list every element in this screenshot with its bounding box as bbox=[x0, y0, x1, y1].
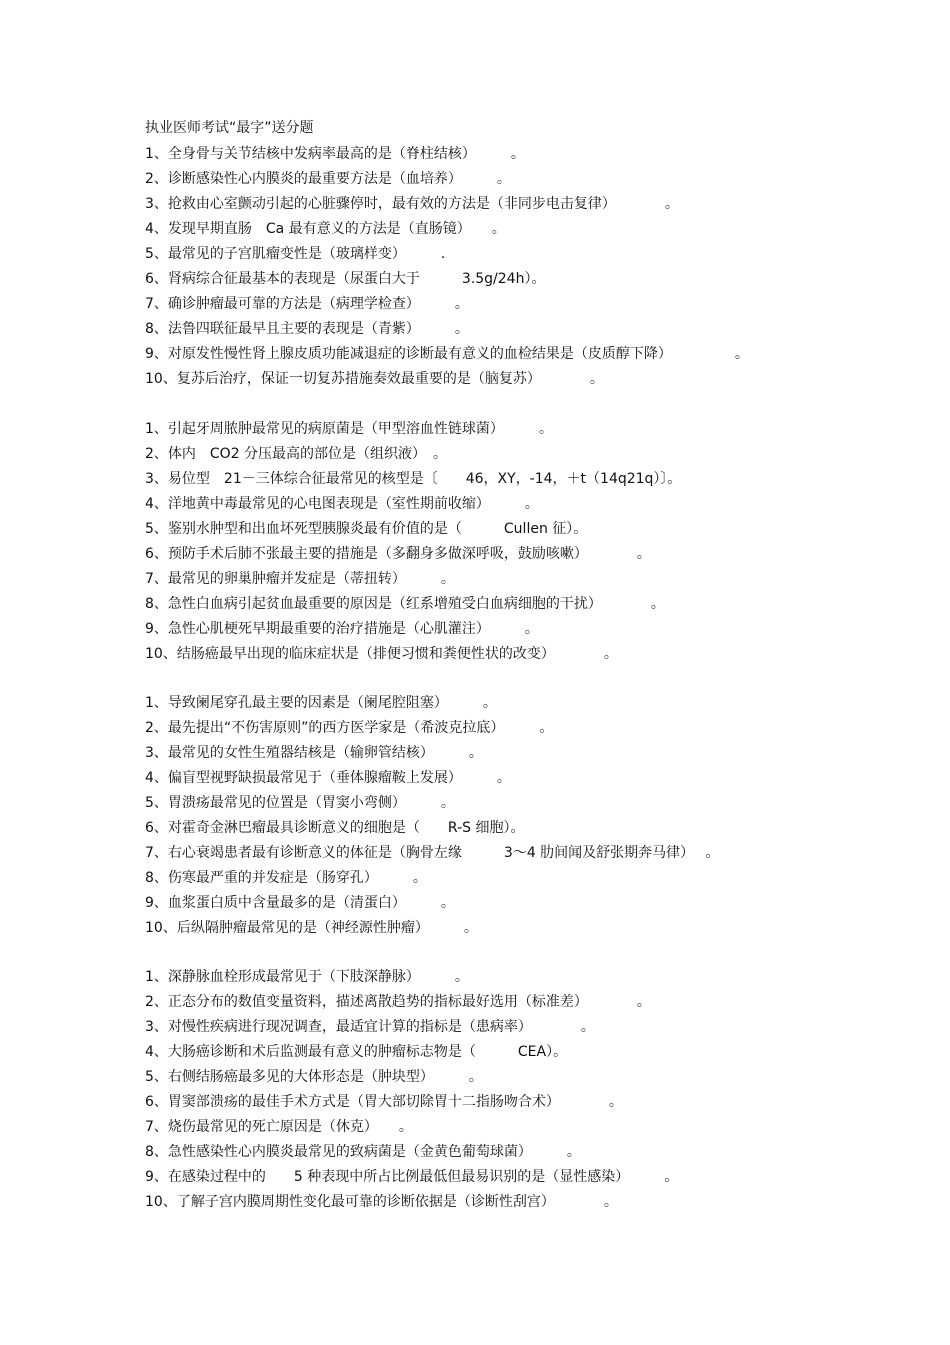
question-line: 3、最常见的女性生殖器结核是（输卵管结核） 。 bbox=[145, 745, 483, 761]
question-line: 5、胃溃疡最常见的位置是（胃窦小弯侧） 。 bbox=[145, 795, 455, 811]
question-group-3 bbox=[145, 691, 720, 941]
document-title: 执业医师考试“最字”送分题 bbox=[145, 120, 314, 136]
question-line: 9、在感染过程中的 5 种表现中所占比例最低但最易识别的是（显性感染） 。 bbox=[145, 1169, 679, 1185]
question-line: 1、引起牙周脓肿最常见的病原菌是（甲型溶血性链球菌） 。 bbox=[145, 421, 553, 437]
question-line: 1、导致阑尾穿孔最主要的因素是（阑尾腔阻塞） 。 bbox=[145, 695, 497, 711]
question-group-2 bbox=[145, 417, 681, 667]
question-line: 8、伤寒最严重的并发症是（肠穿孔） 。 bbox=[145, 870, 427, 886]
question-line: 8、法鲁四联征最早且主要的表现是（青紫） 。 bbox=[145, 321, 469, 337]
question-line: 1、全身骨与关节结核中发病率最高的是（脊柱结核） 。 bbox=[145, 146, 525, 162]
question-line: 7、烧伤最常见的死亡原因是（休克） 。 bbox=[145, 1119, 413, 1135]
question-line: 4、偏盲型视野缺损最常见于（垂体腺瘤鞍上发展） 。 bbox=[145, 770, 511, 786]
question-line: 3、抢救由心室颤动引起的心脏骤停时，最有效的方法是（非同步电击复律） 。 bbox=[145, 196, 679, 212]
question-line: 3、对慢性疾病进行现况调查，最适宜计算的指标是（患病率） 。 bbox=[145, 1019, 595, 1035]
question-line: 10、后纵隔肿瘤最常见的是（神经源性肿瘤） 。 bbox=[145, 920, 478, 936]
question-line: 2、体内 CO2 分压最高的部位是（组织液） 。 bbox=[145, 446, 448, 462]
question-line: 6、对霍奇金淋巴瘤最具诊断意义的细胞是（ R-S 细胞）。 bbox=[145, 820, 525, 836]
question-line: 7、最常见的卵巢肿瘤并发症是（蒂扭转） 。 bbox=[145, 571, 455, 587]
question-line: 2、最先提出“不伤害原则”的西方医学家是（希波克拉底） 。 bbox=[145, 720, 554, 736]
question-line: 4、洋地黄中毒最常见的心电图表现是（室性期前收缩） 。 bbox=[145, 496, 539, 512]
question-line: 4、发现早期直肠 Ca 最有意义的方法是（直肠镜） 。 bbox=[145, 221, 506, 237]
question-line: 5、最常见的子宫肌瘤变性是（玻璃样变） . bbox=[145, 246, 446, 262]
question-line: 10、结肠癌最早出现的临床症状是（排便习惯和粪便性状的改变） 。 bbox=[145, 646, 618, 662]
question-line: 6、预防手术后肺不张最主要的措施是（多翻身多做深呼吸，鼓励咳嗽） 。 bbox=[145, 546, 651, 562]
question-group-4 bbox=[145, 965, 678, 1215]
question-line: 10、了解子宫内膜周期性变化最可靠的诊断依据是（诊断性刮宫） 。 bbox=[145, 1194, 618, 1210]
question-line: 9、对原发性慢性肾上腺皮质功能减退症的诊断最有意义的血检结果是（皮质醇下降） 。 bbox=[145, 346, 749, 362]
question-line: 10、复苏后治疗，保证一切复苏措施奏效最重要的是（脑复苏） 。 bbox=[145, 371, 604, 387]
question-line: 7、确诊肿瘤最可靠的方法是（病理学检查） 。 bbox=[145, 296, 469, 312]
question-line: 4、大肠癌诊断和术后监测最有意义的肿瘤标志物是（ CEA）。 bbox=[145, 1044, 568, 1060]
question-line: 6、胃窦部溃疡的最佳手术方式是（胃大部切除胃十二指肠吻合术） 。 bbox=[145, 1094, 623, 1110]
question-line: 1、深静脉血栓形成最常见于（下肢深静脉） 。 bbox=[145, 969, 469, 985]
question-line: 7、右心衰竭患者最有诊断意义的体征是（胸骨左缘 3～4 肋间闻及舒张期奔马律） 。 bbox=[145, 845, 720, 861]
question-line: 2、正态分布的数值变量资料，描述离散趋势的指标最好选用（标准差） 。 bbox=[145, 994, 651, 1010]
question-line: 9、急性心肌梗死早期最重要的治疗措施是（心肌灌注） 。 bbox=[145, 621, 539, 637]
question-line: 2、诊断感染性心内膜炎的最重要方法是（血培养） 。 bbox=[145, 171, 511, 187]
question-group-1 bbox=[145, 142, 749, 392]
question-line: 5、右侧结肠癌最多见的大体形态是（肿块型） 。 bbox=[145, 1069, 483, 1085]
question-line: 8、急性白血病引起贫血最重要的原因是（红系增殖受白血病细胞的干扰） 。 bbox=[145, 596, 665, 612]
question-line: 9、血浆蛋白质中含量最多的是（清蛋白） 。 bbox=[145, 895, 455, 911]
question-line: 6、肾病综合征最基本的表现是（尿蛋白大于 3.5g/24h）。 bbox=[145, 271, 546, 287]
question-line: 5、鉴别水肿型和出血坏死型胰腺炎最有价值的是（ Cullen 征）。 bbox=[145, 521, 588, 537]
question-line: 8、急性感染性心内膜炎最常见的致病菌是（金黄色葡萄球菌） 。 bbox=[145, 1144, 581, 1160]
question-line: 3、易位型 21－三体综合征最常见的核型是〔 46，XY，-14，＋t（14q21q）〕。 bbox=[145, 471, 682, 487]
